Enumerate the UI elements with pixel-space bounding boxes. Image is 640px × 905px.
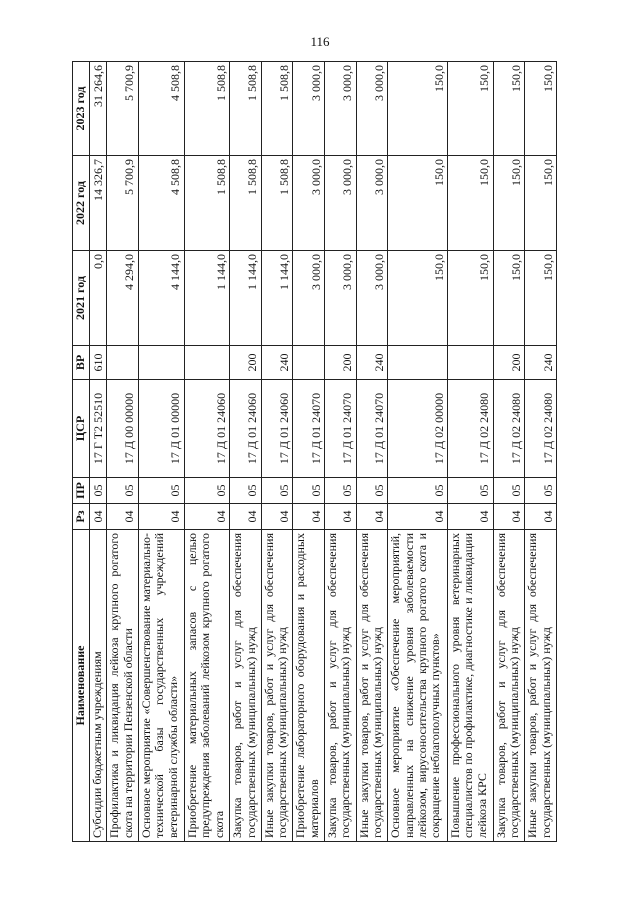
cell-2022: 1 508,8 [184, 156, 230, 251]
cell-2023: 3 000,0 [325, 62, 357, 156]
cell-vr: 200 [230, 346, 262, 380]
cell-2021: 1 144,0 [230, 251, 262, 346]
cell-2022: 5 700,9 [107, 156, 139, 251]
cell-vr: 240 [356, 346, 388, 380]
cell-pr: 05 [184, 478, 230, 504]
cell-rz: 04 [230, 504, 262, 530]
cell-csr: 17 Г Т2 52510 [90, 380, 107, 478]
cell-pr: 05 [90, 478, 107, 504]
table-row [184, 62, 230, 842]
cell-vr: 200 [493, 346, 525, 380]
cell-pr: 05 [493, 478, 525, 504]
cell-rz: 04 [107, 504, 139, 530]
cell-2022: 150,0 [525, 156, 557, 251]
cell-2022: 3 000,0 [325, 156, 357, 251]
page-number: 116 [310, 34, 330, 49]
table-row [525, 62, 557, 842]
cell-name: Основное мероприятие «Обеспечение мероприятий, направленных на снижение уровня заболеваемости лейкозом, вирусоносительства крупного рогатого скота и сокращение неблагополучных пунктов» [388, 530, 448, 842]
cell-2021: 150,0 [448, 251, 494, 346]
cell-name: Закупка товаров, работ и услуг для обеспечения государственных (муниципальных) нужд [230, 530, 262, 842]
header-2022: 2022 год [73, 156, 90, 251]
cell-pr: 05 [388, 478, 448, 504]
cell-2023: 31 264,6 [90, 62, 107, 156]
cell-csr: 17 Д 02 24080 [448, 380, 494, 478]
cell-rz: 04 [388, 504, 448, 530]
cell-2022: 150,0 [388, 156, 448, 251]
cell-2021: 3 000,0 [356, 251, 388, 346]
cell-pr: 05 [293, 478, 325, 504]
table-row [388, 62, 448, 842]
table-row [261, 62, 293, 842]
cell-pr: 05 [448, 478, 494, 504]
cell-rz: 04 [138, 504, 184, 530]
cell-2023: 1 508,8 [230, 62, 262, 156]
cell-vr [293, 346, 325, 380]
cell-csr: 17 Д 01 24070 [293, 380, 325, 478]
header-name: Наименование [73, 530, 90, 842]
cell-pr: 05 [525, 478, 557, 504]
cell-name: Иные закупки товаров, работ и услуг для обеспечения государственных (муниципальных) нужд [525, 530, 557, 842]
header-rz: Рз [73, 504, 90, 530]
rotated-page-content [72, 62, 557, 842]
cell-pr: 05 [356, 478, 388, 504]
cell-pr: 05 [138, 478, 184, 504]
cell-2022: 4 508,8 [138, 156, 184, 251]
cell-2021: 150,0 [525, 251, 557, 346]
cell-name: Субсидии бюджетным учреждениям [90, 530, 107, 842]
cell-name: Иные закупки товаров, работ и услуг для обеспечения государственных (муниципальных) нужд [356, 530, 388, 842]
cell-csr: 17 Д 01 24060 [261, 380, 293, 478]
cell-csr: 17 Д 01 00000 [138, 380, 184, 478]
cell-rz: 04 [325, 504, 357, 530]
cell-vr: 240 [525, 346, 557, 380]
cell-rz: 04 [448, 504, 494, 530]
cell-2023: 150,0 [388, 62, 448, 156]
cell-2023: 150,0 [525, 62, 557, 156]
table-row [230, 62, 262, 842]
table-row [107, 62, 139, 842]
cell-pr: 05 [107, 478, 139, 504]
cell-2022: 3 000,0 [293, 156, 325, 251]
budget-table [72, 61, 557, 842]
cell-2021: 4 144,0 [138, 251, 184, 346]
cell-vr [138, 346, 184, 380]
cell-vr [107, 346, 139, 380]
cell-2021: 1 144,0 [184, 251, 230, 346]
cell-vr: 240 [261, 346, 293, 380]
cell-rz: 04 [90, 504, 107, 530]
cell-vr: 200 [325, 346, 357, 380]
header-csr: ЦСР [73, 380, 90, 478]
cell-csr: 17 Д 01 24070 [325, 380, 357, 478]
cell-pr: 05 [325, 478, 357, 504]
cell-rz: 04 [525, 504, 557, 530]
cell-2021: 4 294,0 [107, 251, 139, 346]
cell-csr: 17 Д 00 00000 [107, 380, 139, 478]
header-vr: ВР [73, 346, 90, 380]
cell-rz: 04 [261, 504, 293, 530]
cell-name: Закупка товаров, работ и услуг для обеспечения государственных (муниципальных) нужд [493, 530, 525, 842]
cell-pr: 05 [261, 478, 293, 504]
cell-vr [388, 346, 448, 380]
cell-2023: 150,0 [493, 62, 525, 156]
header-2023: 2023 год [73, 62, 90, 156]
cell-2022: 150,0 [448, 156, 494, 251]
cell-vr [448, 346, 494, 380]
table-row [325, 62, 357, 842]
cell-2021: 150,0 [388, 251, 448, 346]
cell-2022: 150,0 [493, 156, 525, 251]
cell-2023: 150,0 [448, 62, 494, 156]
cell-name: Иные закупки товаров, работ и услуг для обеспечения государственных (муниципальных) нужд [261, 530, 293, 842]
cell-2022: 1 508,8 [230, 156, 262, 251]
cell-2023: 4 508,8 [138, 62, 184, 156]
table-row [293, 62, 325, 842]
header-2021: 2021 год [73, 251, 90, 346]
cell-2022: 1 508,8 [261, 156, 293, 251]
cell-csr: 17 Д 02 00000 [388, 380, 448, 478]
table-row [448, 62, 494, 842]
cell-name: Основное мероприятие «Совершенствование материально-технической базы государственных учреждений ветеринарной службы области» [138, 530, 184, 842]
cell-name: Закупка товаров, работ и услуг для обеспечения государственных (муниципальных) нужд [325, 530, 357, 842]
cell-csr: 17 Д 02 24080 [525, 380, 557, 478]
cell-csr: 17 Д 02 24080 [493, 380, 525, 478]
cell-csr: 17 Д 01 24070 [356, 380, 388, 478]
table-row [356, 62, 388, 842]
cell-2023: 1 508,8 [184, 62, 230, 156]
cell-2022: 14 326,7 [90, 156, 107, 251]
cell-2023: 3 000,0 [293, 62, 325, 156]
cell-pr: 05 [230, 478, 262, 504]
table-body [90, 62, 557, 842]
table-row [138, 62, 184, 842]
cell-vr: 610 [90, 346, 107, 380]
cell-csr: 17 Д 01 24060 [230, 380, 262, 478]
cell-2022: 3 000,0 [356, 156, 388, 251]
cell-2023: 1 508,8 [261, 62, 293, 156]
table-row [90, 62, 107, 842]
table-header-row [73, 62, 90, 842]
cell-rz: 04 [184, 504, 230, 530]
cell-2021: 3 000,0 [325, 251, 357, 346]
cell-2023: 3 000,0 [356, 62, 388, 156]
rotated-table-container [72, 62, 557, 842]
cell-name: Приобретение лабораторного оборудования и расходных материалов [293, 530, 325, 842]
cell-rz: 04 [293, 504, 325, 530]
cell-2021: 150,0 [493, 251, 525, 346]
cell-name: Приобретение материальных запасов с целью предупреждения заболеваний лейкозом крупного рогатого скота [184, 530, 230, 842]
cell-name: Повышение профессионального уровня ветеринарных специалистов по профилактике, диагностике и ликвидации лейкоза КРС [448, 530, 494, 842]
cell-2023: 5 700,9 [107, 62, 139, 156]
cell-rz: 04 [493, 504, 525, 530]
cell-csr: 17 Д 01 24060 [184, 380, 230, 478]
cell-name: Профилактика и ликвидация лейкоза крупного рогатого скота на территории Пензенской области [107, 530, 139, 842]
header-pr: ПР [73, 478, 90, 504]
cell-2021: 3 000,0 [293, 251, 325, 346]
cell-2021: 0,0 [90, 251, 107, 346]
cell-rz: 04 [356, 504, 388, 530]
table-row [493, 62, 525, 842]
cell-2021: 1 144,0 [261, 251, 293, 346]
cell-vr [184, 346, 230, 380]
